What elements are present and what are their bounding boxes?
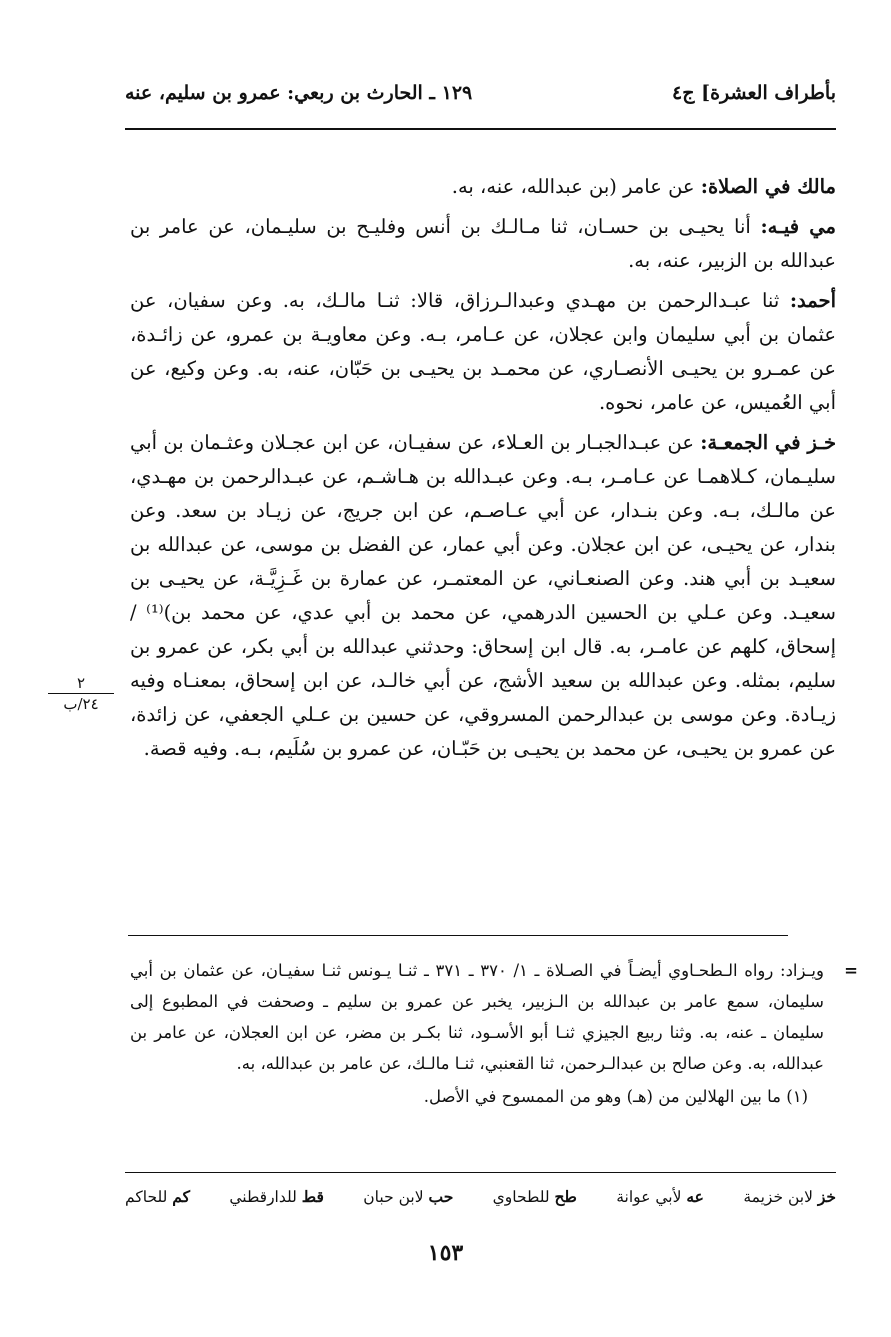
folio-reference: ٢٤/ب: [63, 695, 99, 713]
entry-text: ثنا عبـدالرحمن بن مهـدي وعبدالـرزاق، قالا: ثنـا مالـك، به. وعن سفيان، عن عثمان بن أبي سليمان وابن عجلان، عن عـامر، بـه. وعن معاويـة بن عمرو، عن زائـدة، عن عمـرو بن يحيـى الأنصـاري، عن محمـد بن يحيـى بن حَبّان، عنه، به. وعن وكيع، عن أبي العُميس، عن عامر، نحوه.: [130, 289, 836, 414]
abbreviation-item: عه لأبي عوانة: [616, 1187, 704, 1206]
running-header: [125, 78, 836, 114]
abbreviations-rule: [125, 1172, 836, 1173]
entry-text: عن عامر (بن عبدالله، عنه، به.: [451, 175, 701, 198]
abbreviation-item: قط للدارقطني: [229, 1187, 324, 1206]
entry-lead: أحمد:: [789, 289, 836, 312]
abbreviations-key: [125, 1187, 836, 1217]
header-rule: [125, 128, 836, 130]
abbreviation-item: طح للطحاوي: [492, 1187, 577, 1206]
abbreviation-item: حب لابن حبان: [363, 1187, 454, 1206]
entry-text: عن عبـدالجبـار بن العـلاء، عن سفيـان، عن ابن عجـلان وعثـمان بن أبي سليـمان، كـلاهمـا عن عـامـر، بـه. وعن عبـدالله بن هـاشـم، عن عبـدالرحمن بن مهـدي، عن مالـك، بـه. وعن بنـدار، عن أبي عـاصـم، عن ابن جريج، عن زيـاد بن سعد. وعن بندار، عن يحيـى، عن ابن عجلان. وعن أبي عمار، عن الفضل بن موسى، عن عبدالله بن سعيـد بن أبي هند. وعن الصنعـاني، عن المعتمـر، عن عمارة بن غَـزِيَّـة، عن يحيـى بن سعيـد. وعن عـلي بن الحسين الدرهمي، عن محمد بن أبي عدي، عن محمد بن)⁽¹⁾ / إسحاق، كلهم عن عامـر، به. قال ابن إسحاق: وحدثني عبدالله بن أبي بكر، عن عمرو بن سليم، بمثله. وعن عبدالله بن سعيد الأشج، عن أبي خالـد، عن ابن إسحاق، بمعنـاه وفيه زيـادة. وعن موسى بن عبدالرحمن المسروقي، عن حسين بن عـلي الجعفي، عن زائدة، عن عمرو بن يحيـى، عن محمد بن يحيـى بن حَبّـان، عن عمرو بن سُلَيم، بـه. وفيه قصة.: [130, 431, 837, 760]
header-book-title: بأطراف العشرة] ج٤: [672, 82, 836, 104]
entry-malik: [130, 170, 836, 204]
folio-divider: [48, 693, 114, 694]
entry-darimi: [130, 210, 836, 278]
header-entry-title: ١٢٩ ـ الحارث بن ربعي: عمرو بن سليم، عنه: [125, 82, 473, 104]
footnote-1: (١) ما بين الهلالين من (هـ) وهو من الممسوح في الأصل.: [423, 1087, 808, 1106]
entry-lead: مي فيـه:: [760, 215, 836, 238]
main-text: [130, 170, 836, 772]
abbreviation-item: خز لابن خزيمة: [743, 1187, 836, 1206]
footnote-rule: [128, 935, 788, 936]
footnote-continuation: ويـزاد: رواه الـطحـاوي أيضـاً في الصـلاة ـ ١/ ٣٧٠ ـ ٣٧١ ـ ثنـا يـونس ثنـا سفيـان، عن عثمان بن أبي سليمان، سمع عامر بن عبدالله بن الـزبير، يخبر عن عمرو بن سليم ـ وصحفت في المطبوع إلى سليمان ـ عنه، به. وثنا ربيع الجيزي ثنـا أبو الأسـود، ثنا بكـر بن مضر، عن ابن العجلان، عن عامر بن عبدالله، به. وعن صالح بن عبدالـرحمن، ثنا القعنبي، ثنـا مالـك، عن عامر بن عبدالله، به.: [130, 961, 824, 1073]
folio-number: ٢: [76, 674, 86, 692]
abbreviation-item: كم للحاكم: [125, 1187, 190, 1206]
entry-ahmad: [130, 284, 836, 420]
entry-lead: خـز في الجمعـة:: [700, 431, 837, 454]
continuation-mark: =: [844, 961, 858, 980]
entry-ibn-khuzaymah: [130, 426, 836, 766]
manuscript-folio-note: [48, 674, 114, 713]
entry-text: أنا يحيـى بن حسـان، ثنا مـالـك بن أنس وفليـح بن سليـمان، عن عامر بن عبدالله بن الزبير، عنه، به.: [130, 215, 836, 272]
page-number: ١٥٣: [427, 1240, 464, 1266]
footnotes: [130, 955, 858, 1112]
entry-lead: مالك في الصلاة:: [700, 175, 836, 198]
